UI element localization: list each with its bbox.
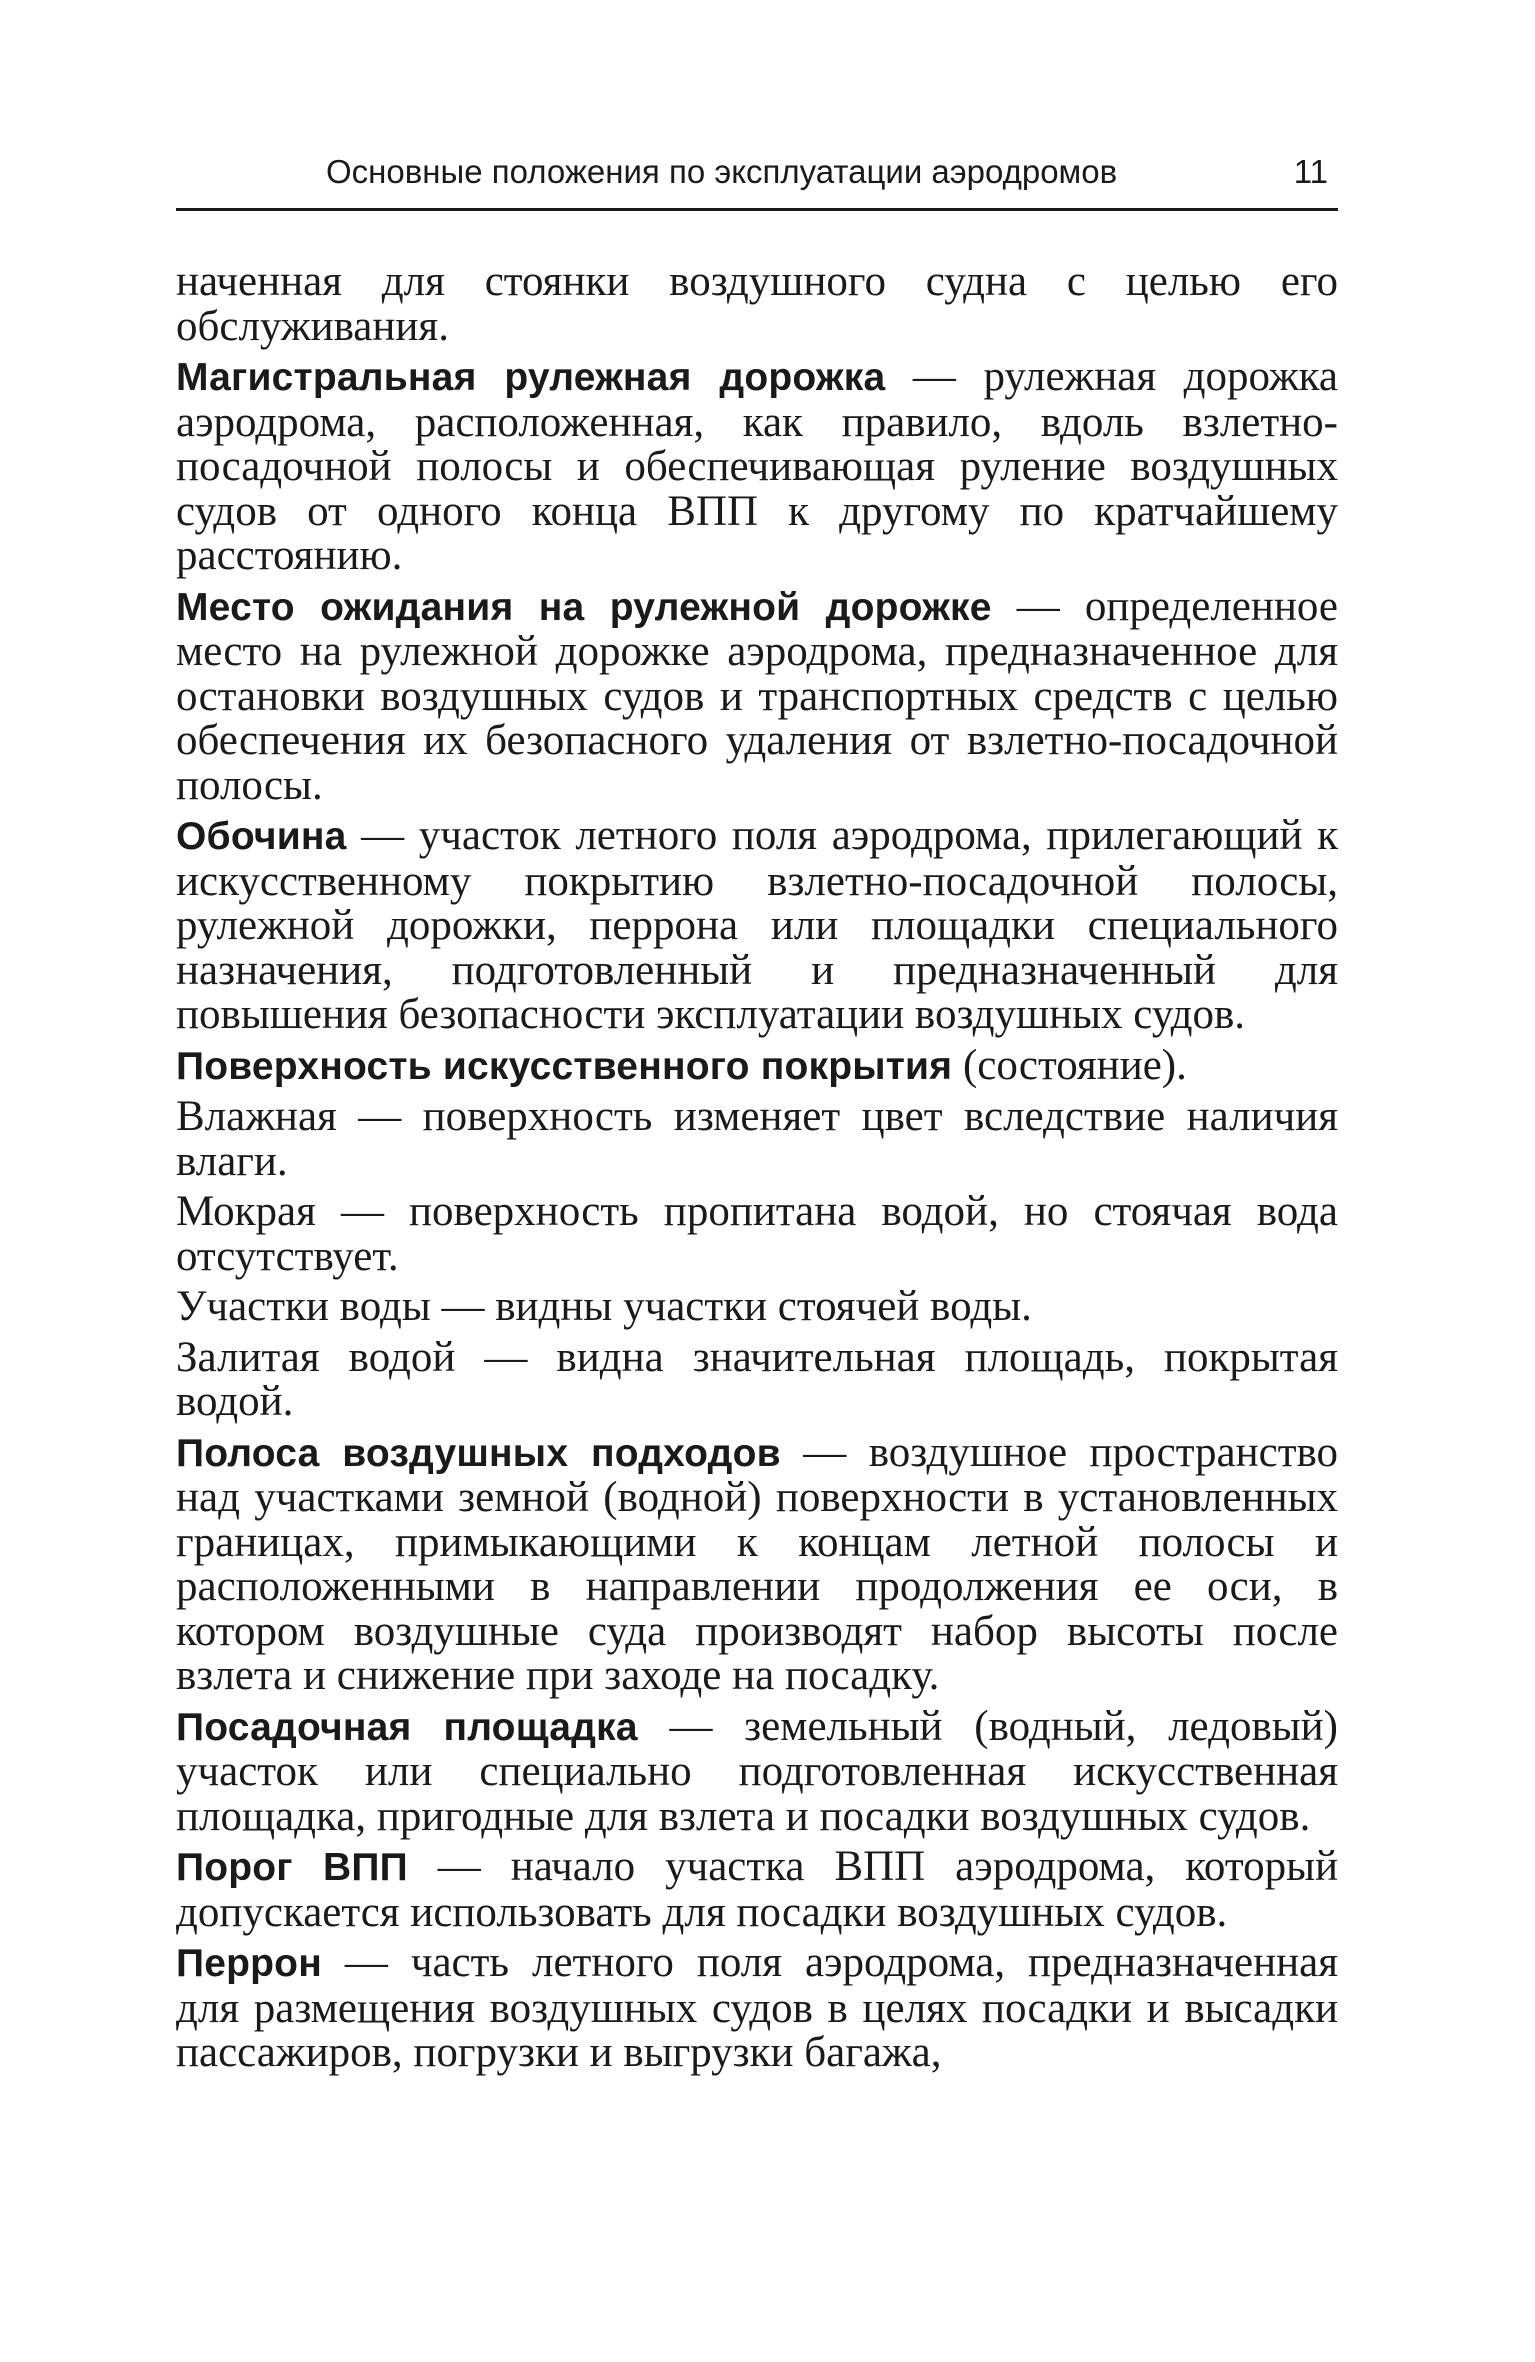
header-rule: [176, 208, 1338, 211]
entry-definition: наченная для стоянки воздушного судна с целью его обслуживания.: [176, 258, 1338, 350]
entry-term: Место ожидания на рулежной дорожке: [176, 585, 992, 629]
entry-term: Перрон: [176, 1942, 322, 1985]
entry-term: Обочина: [176, 815, 347, 858]
entry-definition: — определенное место на рулежной дорожке аэродрома, предназначенное для остановки воздушных судов и транспортных средств с целью обеспечения их безопасного удаления от взлетно-посадочной полосы.: [176, 582, 1338, 809]
entry-paragraph: [176, 1285, 1338, 1330]
entry-definition: — часть летного поля аэродрома, предназначенная для размещения воздушных судов в целях посадки и высадки пассажиров, погрузки и выгрузки багажа,: [176, 1939, 1338, 2076]
entry-paragraph: [176, 1845, 1338, 1935]
entry-definition: Участки воды — видны участки стоячей воды.: [176, 1283, 1032, 1330]
entry-term: Поверхность искусственного покрытия: [176, 1044, 953, 1088]
entry-paragraph: [176, 1095, 1338, 1184]
entry-definition: (состояние).: [952, 1041, 1187, 1089]
entry-definition: — участок летного поля аэродрома, прилегающий к искусственному покрытию взлетно-посадочной полосы, рулежной дорожки, перрона или площадки специального назначения, подготовленный и предназначенный для повышения безопасности эксплуатации воздушных судов.: [176, 812, 1338, 1038]
entry-definition: Влажная — поверхность изменяет цвет вследствие наличия влаги.: [176, 1093, 1338, 1185]
entry-definition: — воздушное пространство над участками земной (водной) поверхности в установленных границах, примыкающими к концам летной полосы и расположенными в направлении продолжения ее оси, в котором воздушные суда производят набор высоты после взлета и снижение при заходе на посадку.: [176, 1428, 1339, 1699]
entry-definition: — земельный (водный, ледовый) участок или специально подготовленная искусственная площадка, пригодные для взлета и посадки воздушных судов.: [176, 1702, 1338, 1840]
entry-paragraph: [176, 1190, 1338, 1279]
entry-paragraph: [176, 1702, 1338, 1840]
running-title: Основные положения по эксплуатации аэродромов: [326, 153, 1118, 190]
entry-paragraph: [176, 582, 1338, 809]
entry-paragraph: [176, 1428, 1339, 1699]
entry-paragraph: [176, 1333, 1338, 1425]
running-header: [176, 150, 1338, 194]
entry-term: Посадочная площадка: [176, 1705, 638, 1749]
entry-paragraph: [176, 355, 1338, 579]
entry-term: Магистральная рулежная дорожка: [176, 356, 886, 399]
body-text: [176, 260, 1338, 2082]
entry-paragraph: [176, 1941, 1338, 2076]
entry-term: Порог ВПП: [176, 1846, 408, 1889]
entry-definition: Мокрая — поверхность пропитана водой, но стоячая вода отсутствует.: [176, 1188, 1338, 1280]
entry-paragraph: [176, 260, 1338, 349]
entry-definition: — рулежная дорожка аэродрома, расположенная, как правило, вдоль взлетно-посадочной полосы и обеспечивающая руление воздушных судов от одного конца ВПП к другому по кратчайшему расстоянию.: [176, 353, 1338, 579]
page-number: 11: [1293, 153, 1328, 190]
entry-definition: — начало участка ВПП аэродрома, который допускается использовать для посадки воздушных судов.: [176, 1843, 1338, 1936]
entry-paragraph: [176, 1041, 1338, 1090]
entry-definition: Залитая водой — видна значительная площадь, покрытая водой.: [176, 1333, 1338, 1425]
entry-term: Полоса воздушных подходов: [176, 1431, 781, 1475]
entry-paragraph: [176, 814, 1338, 1038]
